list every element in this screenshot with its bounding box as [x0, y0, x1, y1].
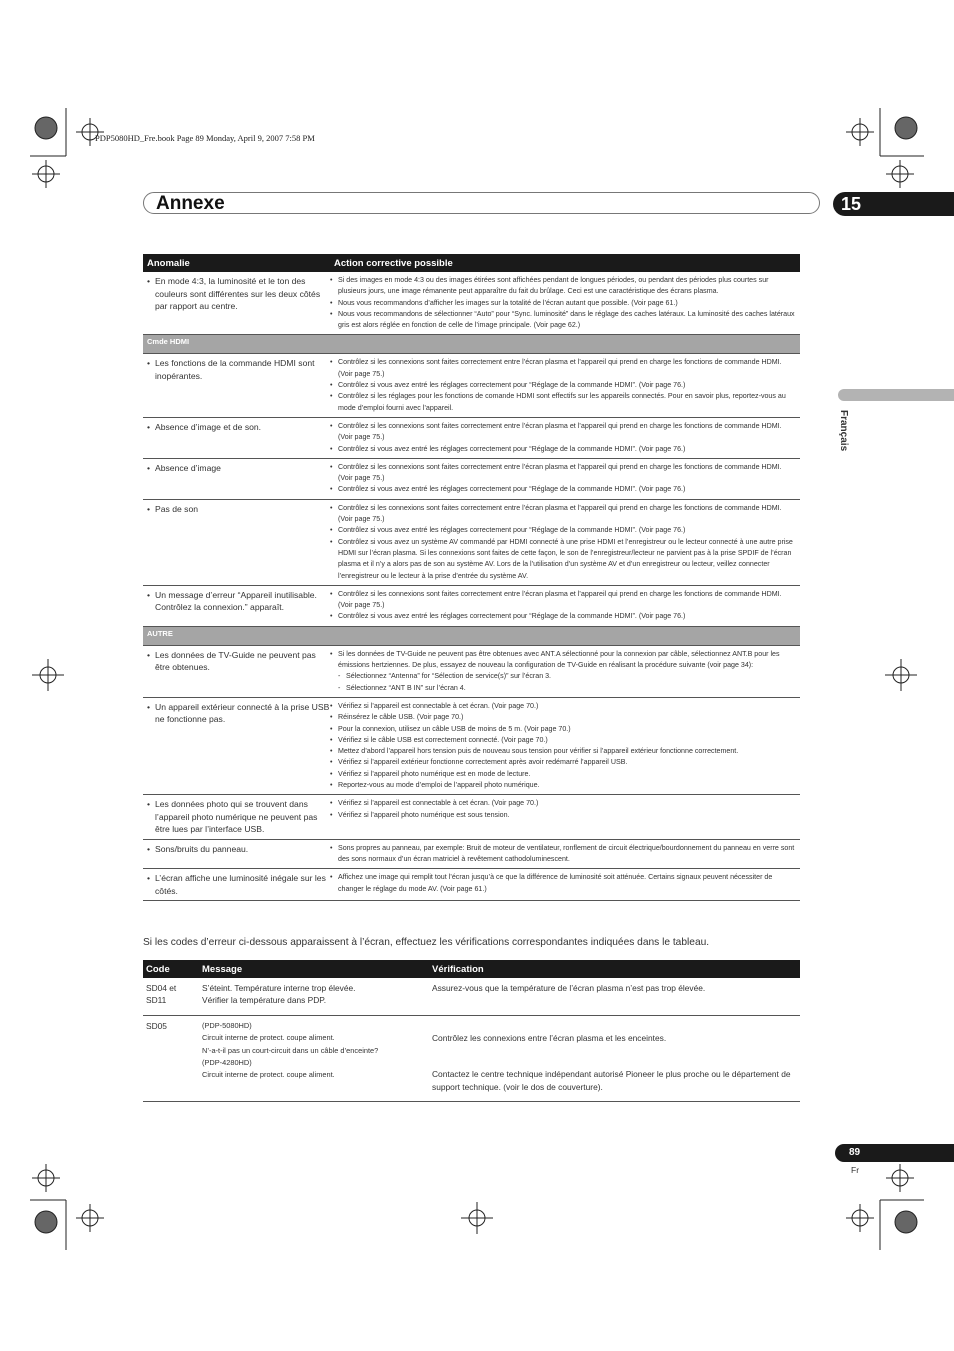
action-text: Contrôlez si les réglages pour les fonctions de comande HDMI sont effectifs sur les appareils connectés. Pour en savoir plus, reportez-vous au mode d’emploi fourni avec l’appareil.: [338, 392, 786, 412]
action-cell: [330, 272, 800, 335]
section-title: Annexe: [156, 193, 225, 214]
section-title: Cmde HDMI: [143, 335, 800, 354]
table-row: [143, 978, 800, 1015]
message-line: Circuit interne de protect. coupe aliment.: [202, 1033, 335, 1043]
column-header-action: Action corrective possible: [330, 254, 800, 272]
action-cell: [330, 795, 800, 840]
action-cell: [330, 458, 800, 499]
table-row: [143, 417, 800, 458]
bullet-icon: •: [330, 810, 333, 819]
problem-cell: [143, 417, 330, 458]
code-text: SD04 et SD11: [146, 983, 177, 1006]
action-text: Vérifiez si le câble USB est correctement connecté. (Voir page 70.): [338, 735, 548, 744]
bullet-icon: •: [330, 444, 333, 453]
registration-mark-right-middle: [881, 655, 921, 695]
message-line: N’-a-t-il pas un court-circuit dans un câble d’enceinte?: [202, 1045, 379, 1055]
action-cell: [330, 585, 800, 626]
section-row: [143, 335, 800, 354]
bullet-icon: •: [330, 701, 333, 710]
action-text: Vérifiez si l’appareil extérieur fonctionne correctement après avoir redémarré l’appareil USB.: [338, 758, 628, 767]
problem-cell: [143, 697, 330, 794]
action-text: Contrôlez si vous avez entré les réglages correctement pour “Réglage de la commande HDMI”. (Voir page 76.): [338, 485, 686, 494]
bullet-icon: •: [330, 392, 333, 401]
table-row: [143, 795, 800, 840]
error-code: [143, 978, 199, 1015]
column-header-check: Vérification: [429, 960, 800, 978]
bullet-icon: •: [147, 873, 151, 884]
table-row: [143, 697, 800, 794]
bullet-icon: •: [330, 462, 333, 471]
problem-text: Sons/bruits du panneau.: [155, 843, 249, 854]
bullet-icon: •: [330, 758, 333, 767]
message-line: Vérifier la température dans PDP.: [202, 995, 327, 1006]
bullet-icon: •: [147, 462, 151, 473]
check-line: Assurez-vous que la température de l’écran plasma n’est pas trop élevée.: [432, 983, 706, 993]
error-code-intro: Si les codes d’erreur ci-dessous apparaissent à l’écran, effectuez les vérifications correspondantes indiquées dans le tableau.: [143, 937, 710, 948]
table-row: [143, 1015, 800, 1101]
problem-cell: [143, 795, 330, 840]
action-text: Contrôlez si les connexions sont faites correctement entre l’écran plasma et l’appareil qui prend en charge les fonctions de commande HDMI. (Voir page 75.): [338, 503, 782, 524]
bullet-icon: •: [147, 421, 151, 432]
check-line: Contrôlez les connexions entre l’écran plasma et les enceintes.: [432, 1032, 667, 1043]
check-line: Contactez le centre technique indépendant autorisé Pioneer le plus proche ou le département de support technique. (voir le dos de couverture).: [432, 1069, 791, 1092]
table-row: [143, 499, 800, 585]
sub-step-text: Sélectionnez “ANT B IN” sur l’écran 4.: [346, 683, 466, 692]
action-text: Pour la connexion, utilisez un câble USB de moins de 5 m. (Voir page 70.): [338, 724, 571, 733]
action-cell: [330, 869, 800, 901]
bullet-icon: •: [330, 724, 333, 733]
table-row: [143, 869, 800, 901]
message-line: S’éteint. Température interne trop élevée.: [202, 983, 356, 993]
bullet-icon: •: [330, 381, 333, 390]
action-cell: [330, 697, 800, 794]
dash-icon: -: [338, 683, 341, 692]
problem-cell: [143, 354, 330, 417]
action-cell: [330, 417, 800, 458]
problem-text: Absence d’image: [155, 462, 221, 473]
problem-cell: [143, 869, 330, 901]
action-text: Contrôlez si les connexions sont faites correctement entre l’écran plasma et l’appareil qui prend en charge les fonctions de commande HDMI. (Voir page 75.): [338, 421, 782, 442]
problem-cell: [143, 499, 330, 585]
bullet-icon: •: [330, 735, 333, 744]
action-text: Vérifiez si l’appareil est connectable à cet écran. (Voir page 70.): [338, 799, 539, 808]
table-row: [143, 458, 800, 499]
action-text: Contrôlez si vous avez entré les réglages correctement pour “Réglage de la commande HDMI”. (Voir page 76.): [338, 526, 686, 535]
language-tab: [838, 389, 954, 401]
bullet-icon: •: [330, 873, 333, 882]
model-label: (PDP-4280HD): [202, 1058, 252, 1068]
action-cell: [330, 645, 800, 697]
problem-text: Pas de son: [155, 503, 198, 514]
problem-cell: [143, 458, 330, 499]
action-text: Contrôlez si vous avez entré les réglages correctement pour “Réglage de la commande HDMI”. (Voir page 76.): [338, 612, 686, 621]
action-cell: [330, 839, 800, 869]
troubleshooting-table: [143, 254, 800, 901]
action-cell: [330, 354, 800, 417]
problem-text: Les données de TV-Guide ne peuvent pas être obtenues.: [155, 649, 316, 673]
bullet-icon: •: [330, 503, 333, 512]
action-text: Vérifiez si l’appareil photo numérique est sous tension.: [338, 810, 510, 819]
column-header-message: Message: [199, 960, 429, 978]
problem-text: Un appareil extérieur connecté à la prise USB ne fonctionne pas.: [155, 701, 330, 725]
bullet-icon: •: [330, 747, 333, 756]
bullet-icon: •: [330, 276, 333, 284]
chapter-number-tab: 15: [833, 192, 954, 216]
action-text: Reportez-vous au mode d’emploi de l’appareil photo numérique.: [338, 780, 540, 789]
bullet-icon: •: [330, 526, 333, 535]
action-text: Contrôlez si les connexions sont faites correctement entre l’écran plasma et l’appareil qui prend en charge les fonctions de commande HDMI. (Voir page 75.): [338, 358, 782, 378]
error-check: [429, 978, 800, 1015]
action-text: Nous vous recommandons d’afficher les images sur la totalité de l’écran autant que possible. (Voir page 61.): [338, 298, 678, 307]
bullet-icon: •: [330, 421, 333, 430]
bullet-icon: •: [147, 843, 151, 854]
bullet-icon: •: [147, 276, 151, 286]
registration-mark-bottom-right: [824, 1160, 924, 1250]
action-text: Sons propres au panneau, par exemple: Bruit de moteur de ventilateur, ronflement de circuit électrique/bourdonnement du panneau en verre sont des sons normaux d’un écran matriciel à revêtement cathodoluminescent.: [338, 843, 795, 864]
action-text: Vérifiez si l’appareil photo numérique est en mode de lecture.: [338, 769, 531, 778]
bullet-icon: •: [330, 298, 333, 307]
action-text: Affichez une image qui remplit tout l’écran jusqu’à ce que la différence de luminosité soit atténuée. Certains signaux peuvent nécessiter de changer le réglage du mode AV. (Voir page 61.): [338, 873, 773, 893]
problem-text: Absence d’image et de son.: [155, 421, 262, 432]
bullet-icon: •: [330, 537, 333, 546]
code-text: SD05: [146, 1020, 167, 1031]
problem-text: En mode 4:3, la luminosité et le ton des couleurs sont différentes sur les deux côtés par rapport au centre.: [155, 276, 321, 311]
table-row: [143, 585, 800, 626]
registration-mark-top-left: [30, 108, 130, 208]
bullet-icon: •: [330, 799, 333, 808]
column-header-code: Code: [143, 960, 199, 978]
action-text: Contrôlez si les connexions sont faites correctement entre l’écran plasma et l’appareil qui prend en charge les fonctions de commande HDMI. (Voir page 75.): [338, 589, 782, 610]
dash-icon: -: [338, 672, 341, 681]
problem-text: Les données photo qui se trouvent dans l’appareil photo numérique ne peuvent pas être lues par l’interface USB.: [155, 799, 318, 835]
error-code: [143, 1015, 199, 1101]
page-number-tab: 89: [835, 1144, 954, 1162]
bullet-icon: •: [330, 485, 333, 494]
bullet-icon: •: [330, 358, 333, 367]
problem-text: Les fonctions de la commande HDMI sont inopérantes.: [155, 358, 315, 381]
action-text: Si des images en mode 4:3 ou des images étirées sont affichées pendant de longues périodes, ou pendant des périodes plus courtes sur plusieurs jours, une image rémanente peut apparaître du fait du brûlage. Ceci est une caractéristique des écrans plasma.: [338, 276, 769, 296]
action-text: Contrôlez si vous avez entré les réglages correctement pour “Réglage de la commande HDMI”. (Voir page 76.): [338, 444, 686, 453]
bullet-icon: •: [330, 713, 333, 722]
section-row: [143, 626, 800, 645]
bullet-icon: •: [147, 799, 151, 810]
sub-step-text: Sélectionnez “Antenna” for “Sélection de service(s)” sur l’écran 3.: [346, 672, 552, 681]
bullet-icon: •: [330, 612, 333, 621]
action-text: Mettez d’abord l’appareil hors tension puis de nouveau sous tension pour vérifier si l’appareil extérieur fonctionne correctement.: [338, 747, 739, 756]
bullet-icon: •: [330, 649, 333, 658]
model-label: (PDP-5080HD): [202, 1020, 252, 1030]
print-info-line: PDP5080HD_Fre.book Page 89 Monday, April 9, 2007 7:58 PM: [95, 133, 315, 143]
bullet-icon: •: [330, 780, 333, 789]
bullet-icon: •: [330, 769, 333, 778]
error-message: [199, 978, 429, 1015]
section-header: [143, 192, 820, 214]
problem-cell: [143, 272, 330, 335]
error-check: [429, 1015, 800, 1101]
troubleshooting-body: [143, 272, 800, 901]
bullet-icon: •: [330, 589, 333, 598]
table-row: [143, 272, 800, 335]
problem-text: Un message d’erreur “Appareil inutilisable. Contrôlez la connexion.” apparaît.: [155, 589, 317, 613]
problem-cell: [143, 839, 330, 869]
error-code-table: [143, 960, 800, 1102]
action-text: Contrôlez si vous avez entré les réglages correctement pour “Réglage de la commande HDMI”. (Voir page 76.): [338, 381, 686, 390]
action-text: Si les données de TV-Guide ne peuvent pas être obtenues avec ANT.A sélectionné pour la connexion par câble, sélectionnez ANT.B pour les émissions hertziennes. De plus, essayez de nouveau la configuration de TV-Guide en réalisant la procédure suivante (voir page 34):: [338, 649, 780, 670]
bullet-icon: •: [147, 701, 151, 712]
column-header-problem: Anomalie: [143, 254, 330, 272]
registration-mark-left-middle: [28, 655, 68, 695]
action-text: Vérifiez si l’appareil est connectable à cet écran. (Voir page 70.): [338, 701, 539, 710]
problem-text: L’écran affiche une luminosité inégale sur les côtés.: [155, 873, 326, 896]
action-text: Réinsérez le câble USB. (Voir page 70.): [338, 713, 464, 722]
bullet-icon: •: [147, 503, 151, 514]
bullet-icon: •: [330, 309, 333, 318]
bullet-icon: •: [330, 843, 333, 852]
bullet-icon: •: [147, 589, 151, 600]
section-title: AUTRE: [143, 626, 800, 645]
registration-mark-bottom-center: [457, 1200, 497, 1240]
action-text: Contrôlez si vous avez un système AV commandé par HDMI connecté à une prise HDMI et l’enregistreur ou le lecteur connecté à une autre prise HDMI sur l’écran plasma. Si les connexions sont faites de cette façon, le son de l’enregistreur/lecteur ne parvient pas à la prise SPDIF de l’écran plasma et il n’y a alors pas de son au système AV. Lors de la l’utilisation d’un système AV et d’un enregistreur ou lecteur, veillez connecter l’enregistreur ou le lecteur à la prise d’entrée du système AV.: [338, 537, 793, 580]
problem-cell: [143, 645, 330, 697]
bullet-icon: •: [147, 649, 151, 660]
message-line: Circuit interne de protect. coupe aliment.: [202, 1070, 335, 1080]
table-row: [143, 645, 800, 697]
page-language-code: Fr: [851, 1165, 860, 1175]
language-label: Français: [838, 410, 849, 452]
problem-cell: [143, 585, 330, 626]
registration-mark-bottom-left: [30, 1160, 130, 1250]
bullet-icon: •: [147, 358, 151, 369]
table-row: [143, 839, 800, 869]
table-row: [143, 354, 800, 417]
action-text: Nous vous recommandons de sélectionner “Auto” pour “Sync. luminosité” dans le réglage des caches latéraux. La luminosité des caches latéraux gris est alors réglée en fonction de celle de l’image principale. (Voir page 62.): [338, 309, 795, 330]
error-message: [199, 1015, 429, 1101]
action-text: Contrôlez si les connexions sont faites correctement entre l’écran plasma et l’appareil qui prend en charge les fonctions de commande HDMI. (Voir page 75.): [338, 462, 782, 483]
action-cell: [330, 499, 800, 585]
